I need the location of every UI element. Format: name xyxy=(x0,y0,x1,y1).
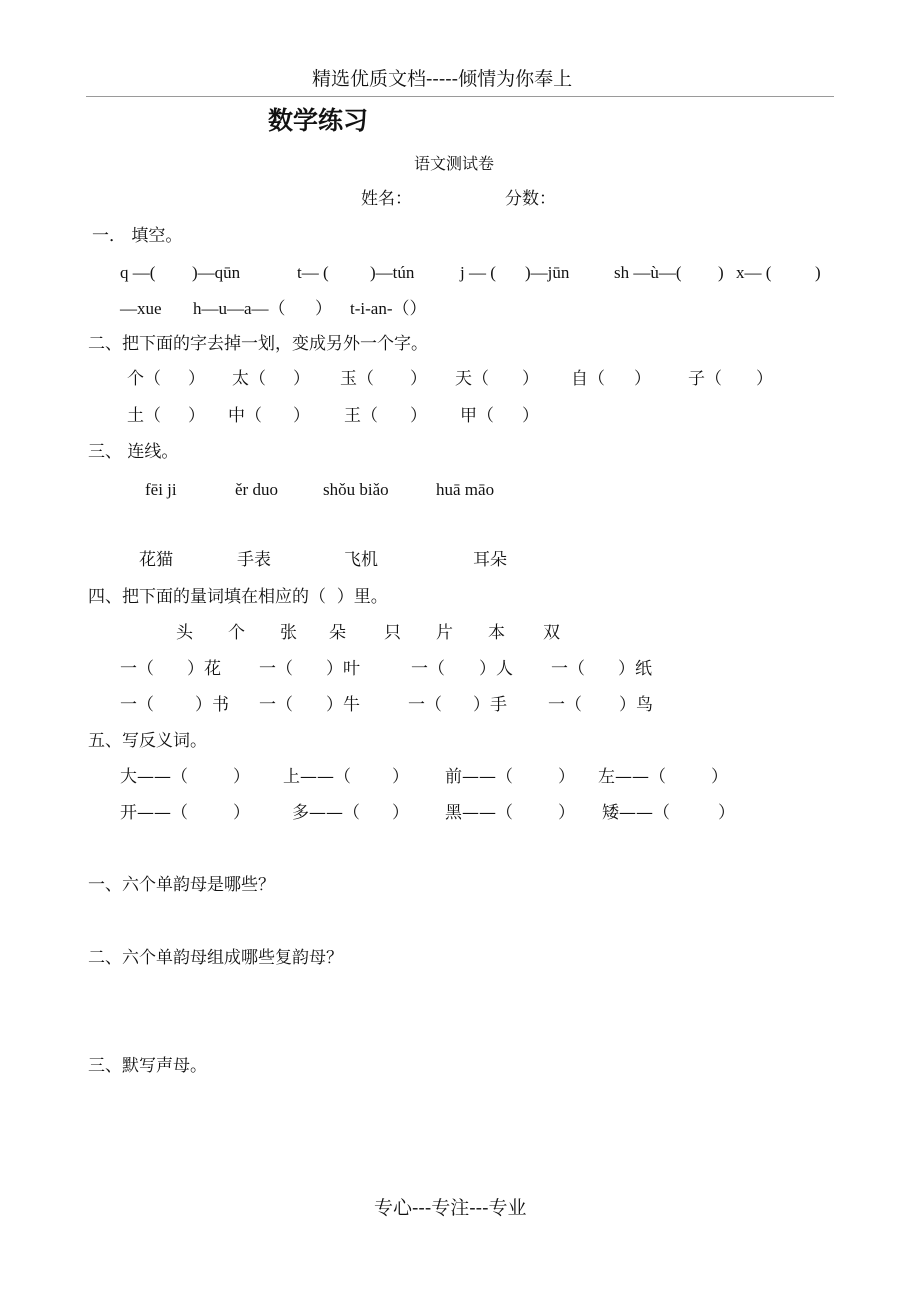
char-item: 中（ xyxy=(228,406,262,426)
antonym-item: 黑——（ xyxy=(445,803,513,823)
fill-item: ) xyxy=(815,263,821,282)
pinyin-item: ěr duo xyxy=(235,480,278,499)
char-item: 太（ xyxy=(232,369,266,389)
char-item: 子（ xyxy=(688,369,722,389)
fill-item: j — ( xyxy=(460,263,496,282)
word-item: 耳朵 xyxy=(473,550,507,570)
measure-word: 片 xyxy=(436,623,453,643)
char-item: 甲（ xyxy=(460,406,494,426)
word-item: 手表 xyxy=(237,550,271,570)
section5-heading: 五、写反义词。 xyxy=(88,731,207,751)
fill-item: —xue xyxy=(120,299,162,318)
antonym-item: ） xyxy=(558,803,575,823)
antonym-item: 前——（ xyxy=(445,767,513,787)
char-item: ） xyxy=(756,369,773,389)
char-item: ） xyxy=(293,369,310,389)
fill-item: )—qūn xyxy=(192,263,241,282)
char-item: ） xyxy=(522,369,539,389)
char-item: ） xyxy=(522,406,539,426)
measure-item: ）纸 xyxy=(618,659,652,679)
char-item: ） xyxy=(293,406,310,426)
antonym-item: 左——（ xyxy=(598,767,666,787)
pinyin-item: huā māo xyxy=(436,480,495,499)
measure-item: ）叶 xyxy=(326,659,360,679)
char-item: 自（ xyxy=(571,369,605,389)
fill-item: x— ( xyxy=(736,263,772,282)
fill-item: )—tún xyxy=(370,263,415,282)
measure-word: 本 xyxy=(488,623,505,643)
measure-item: ）书 xyxy=(195,695,229,715)
measure-word: 个 xyxy=(228,623,245,643)
section4-heading: 四、把下面的量词填在相应的（ ）里。 xyxy=(88,587,388,607)
measure-item: 一（ xyxy=(120,695,154,715)
antonym-item: ） xyxy=(718,803,735,823)
char-item: 土（ xyxy=(127,406,161,426)
antonym-item: 上——（ xyxy=(283,767,351,787)
measure-item: ）手 xyxy=(473,695,507,715)
name-label: 姓名： xyxy=(361,189,412,209)
section2-heading: 二、把下面的字去掉一划，变成另外一个字。 xyxy=(88,334,428,354)
antonym-item: ） xyxy=(392,803,409,823)
measure-item: ）牛 xyxy=(326,695,360,715)
antonym-item: 开——（ xyxy=(120,803,188,823)
measure-word: 张 xyxy=(280,623,297,643)
measure-item: 一（ xyxy=(551,659,585,679)
measure-word: 朵 xyxy=(329,623,346,643)
fill-item: ） xyxy=(315,299,332,318)
antonym-item: 大——（ xyxy=(120,767,188,787)
antonym-item: ） xyxy=(233,803,250,823)
fill-item: ) xyxy=(718,263,724,282)
antonym-item: ） xyxy=(558,767,575,787)
antonym-item: ） xyxy=(233,767,250,787)
antonym-item: ） xyxy=(392,767,409,787)
char-item: ） xyxy=(188,369,205,389)
measure-item: 一（ xyxy=(411,659,445,679)
measure-item: 一（ xyxy=(548,695,582,715)
char-item: ） xyxy=(188,406,205,426)
page-header: 精选优质文档-----倾情为你奉上 xyxy=(312,68,573,90)
pinyin-item: shǒu biǎo xyxy=(323,480,389,499)
fill-item: h—u—a—（ xyxy=(193,299,286,318)
page-footer: 专心---专注---专业 xyxy=(374,1197,527,1219)
word-item: 飞机 xyxy=(344,550,378,570)
measure-item: 一（ xyxy=(259,659,293,679)
antonym-item: ） xyxy=(711,767,728,787)
measure-item: 一（ xyxy=(408,695,442,715)
measure-item: ）鸟 xyxy=(619,695,653,715)
measure-word: 只 xyxy=(384,623,401,643)
fill-item: sh —ù—( xyxy=(614,263,682,282)
measure-item: 一（ xyxy=(259,695,293,715)
char-item: 个（ xyxy=(127,369,161,389)
question: 二、六个单韵母组成哪些复韵母？ xyxy=(88,948,343,968)
fill-item: t-i-an-（） xyxy=(350,299,427,318)
char-item: 玉（ xyxy=(340,369,374,389)
measure-item: ）人 xyxy=(479,659,513,679)
document-subtitle: 语文测试卷 xyxy=(414,154,495,173)
char-item: ） xyxy=(410,369,427,389)
char-item: 王（ xyxy=(344,406,378,426)
measure-item: 一（ xyxy=(120,659,154,679)
measure-item: ）花 xyxy=(187,659,221,679)
measure-word: 双 xyxy=(543,623,560,643)
pinyin-item: fēi ji xyxy=(145,480,177,499)
char-item: ） xyxy=(410,406,427,426)
document-title: 数学练习 xyxy=(268,106,369,135)
question: 一、六个单韵母是哪些？ xyxy=(88,875,275,895)
fill-item: q —( xyxy=(120,263,156,282)
char-item: ） xyxy=(634,369,651,389)
measure-word: 头 xyxy=(176,623,193,643)
word-item: 花猫 xyxy=(139,550,173,570)
header-rule xyxy=(86,96,834,97)
question: 三、默写声母。 xyxy=(88,1056,207,1076)
section1-heading: 一． 填空。 xyxy=(92,226,183,246)
fill-item: )—jūn xyxy=(525,263,570,282)
section3-heading: 三、 连线。 xyxy=(88,442,179,462)
char-item: 天（ xyxy=(455,369,489,389)
fill-item: t— ( xyxy=(297,263,329,282)
score-label: 分数： xyxy=(505,189,556,209)
antonym-item: 多——（ xyxy=(292,803,360,823)
antonym-item: 矮——（ xyxy=(602,803,670,823)
